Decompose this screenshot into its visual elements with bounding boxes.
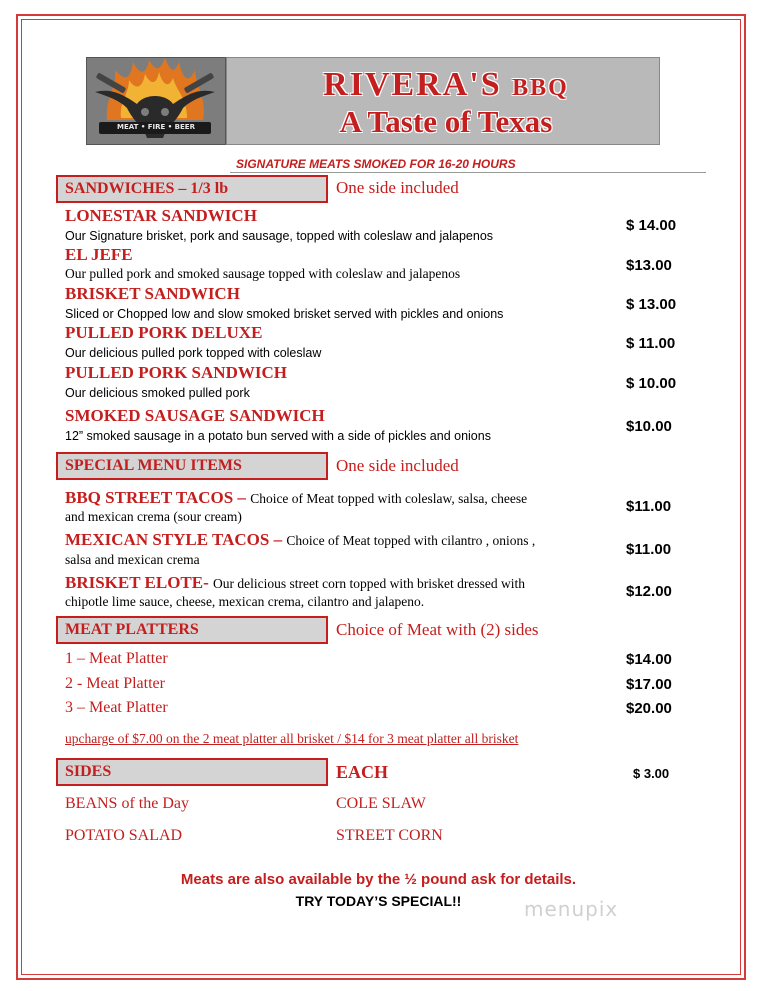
platter-item-price: $17.00 <box>626 676 672 693</box>
section-note-sides: EACH <box>336 762 389 782</box>
side-item: POTATO SALAD <box>65 827 183 844</box>
menu-item <box>65 488 527 508</box>
restaurant-name-main: RIVERA'S <box>323 66 502 103</box>
menu-item-description: Our delicious street corn topped with brisket dressed with <box>213 576 525 591</box>
restaurant-name-suffix: BBQ <box>512 75 569 101</box>
platter-item-name: 3 – Meat Platter <box>65 699 168 716</box>
section-header-special: SPECIAL MENU ITEMS <box>56 452 328 480</box>
restaurant-logo <box>86 57 226 145</box>
bull-skull-flame-icon <box>87 58 225 144</box>
menu-item-name: BBQ STREET TACOS – <box>65 488 246 507</box>
side-item: COLE SLAW <box>336 795 426 812</box>
section-note-special: One side included <box>336 456 459 475</box>
menu-item-description: Sliced or Chopped low and slow smoked brisket served with pickles and onions <box>65 307 504 321</box>
menu-item-name: SMOKED SAUSAGE SANDWICH <box>65 406 325 425</box>
platter-item-name: 1 – Meat Platter <box>65 650 168 667</box>
section-header-sandwiches: SANDWICHES – 1/3 lb <box>56 175 328 203</box>
side-item: STREET CORN <box>336 827 443 844</box>
menu-item-description: Our pulled pork and smoked sausage topped with coleslaw and jalapenos <box>65 266 461 281</box>
menu-item-price: $10.00 <box>626 418 672 435</box>
menu-item-name: LONESTAR SANDWICH <box>65 206 257 225</box>
restaurant-tagline: A Taste of Texas <box>339 104 553 139</box>
menu-item-description-cont: and mexican crema (sour cream) <box>65 509 242 524</box>
watermark: menupix <box>524 897 619 921</box>
logo-text: MEAT • FIRE • BEER <box>117 123 195 131</box>
menu-item-name: MEXICAN STYLE TACOS – <box>65 530 283 549</box>
side-item: BEANS of the Day <box>65 795 189 812</box>
section-note-sandwiches: One side included <box>336 178 459 197</box>
menu-item-price: $11.00 <box>626 541 672 558</box>
footer-note: Meats are also available by the ½ pound ask for details. <box>180 871 577 888</box>
menu-item-description: Our Signature brisket, pork and sausage, topped with coleslaw and jalapenos <box>65 229 494 243</box>
menu-item-description-cont: chipotle lime sauce, cheese, mexican crema, cilantro and jalapeno. <box>65 594 425 609</box>
menu-item <box>65 573 525 593</box>
restaurant-name <box>241 66 651 104</box>
menu-item-price: $ 14.00 <box>626 217 677 234</box>
menu-item-price: $11.00 <box>626 498 672 515</box>
platter-item-price: $14.00 <box>626 651 672 668</box>
platter-item-name: 2 - Meat Platter <box>65 675 165 692</box>
title-banner <box>226 57 660 145</box>
menu-item-name: PULLED PORK DELUXE <box>65 323 263 342</box>
menu-item-name: BRISKET SANDWICH <box>65 284 240 303</box>
menu-item-price: $ 13.00 <box>626 296 677 313</box>
menu-item-description: Our delicious pulled pork topped with coleslaw <box>65 346 322 360</box>
menu-item-description: Choice of Meat topped with coleslaw, salsa, cheese <box>250 491 528 506</box>
menu-item-name: EL JEFE <box>65 245 133 264</box>
section-header-platters: MEAT PLATTERS <box>56 616 328 644</box>
section-note-platters: Choice of Meat with (2) sides <box>336 620 539 639</box>
menu-item-description: Choice of Meat topped with cilantro , onions , <box>286 533 536 548</box>
section-header-sides: SIDES <box>56 758 328 786</box>
menu-item-price: $ 10.00 <box>626 375 677 392</box>
menu-item-description: 12” smoked sausage in a potato bun served with a side of pickles and onions <box>65 429 491 443</box>
menu-item-price: $ 11.00 <box>626 335 676 352</box>
footer-special: TRY TODAY’S SPECIAL!! <box>295 893 462 909</box>
menu-item-price: $12.00 <box>626 583 672 600</box>
menu-subtitle: SIGNATURE MEATS SMOKED FOR 16-20 HOURS <box>236 157 516 171</box>
platter-item-price: $20.00 <box>626 700 672 717</box>
header-divider <box>230 172 706 173</box>
menu-item-name: PULLED PORK SANDWICH <box>65 363 287 382</box>
platter-upcharge-note: upcharge of $7.00 on the 2 meat platter all brisket / $14 for 3 meat platter all brisket <box>65 731 519 746</box>
menu-item-description-cont: salsa and mexican crema <box>65 552 200 567</box>
menu-item-description: Our delicious smoked pulled pork <box>65 386 250 400</box>
menu-item-name: BRISKET ELOTE- <box>65 573 209 592</box>
sides-price: $ 3.00 <box>633 766 670 781</box>
menu-item-price: $13.00 <box>626 257 672 274</box>
menu-item <box>65 530 535 550</box>
